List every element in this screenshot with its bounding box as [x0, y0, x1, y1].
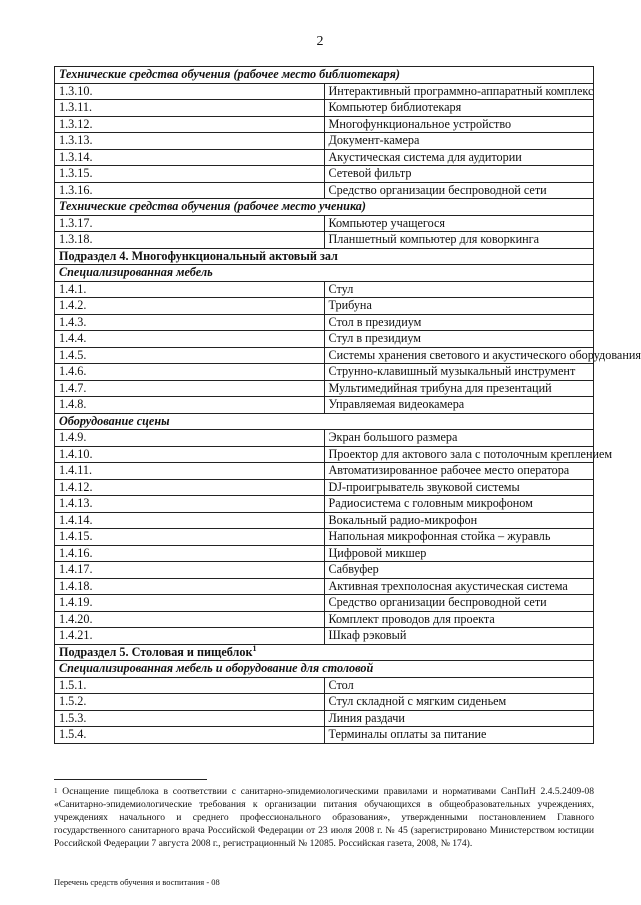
item-number: 1.4.20. [55, 611, 325, 628]
header-text: Подраздел 5. Столовая и пищеблок [59, 644, 253, 659]
table-row [55, 380, 594, 397]
item-name: Акустическая система для аудитории [324, 149, 594, 166]
table-row [55, 512, 594, 529]
item-name: Проектор для актового зала с потолочным креплением [324, 446, 594, 463]
item-number: 1.4.13. [55, 496, 325, 513]
item-number: 1.4.6. [55, 364, 325, 381]
item-name: Автоматизированное рабочее место оператора [324, 463, 594, 480]
item-name: Стол [324, 677, 594, 694]
table-row [55, 149, 594, 166]
item-name: Интерактивный программно-аппаратный комплекс [324, 83, 594, 100]
footnote [54, 785, 594, 850]
table-row [55, 430, 594, 447]
footnote-reference: 1 [252, 643, 257, 653]
item-number: 1.4.2. [55, 298, 325, 315]
item-number: 1.3.12. [55, 116, 325, 133]
item-name: Шкаф рэковый [324, 628, 594, 645]
item-name: Стул в президиум [324, 331, 594, 348]
item-name: Линия раздачи [324, 710, 594, 727]
table-row [55, 479, 594, 496]
section-title [55, 661, 594, 678]
item-number: 1.4.10. [55, 446, 325, 463]
item-name: Вокальный радио-микрофон [324, 512, 594, 529]
table-row [55, 397, 594, 414]
table-row [55, 232, 594, 249]
table-row [55, 578, 594, 595]
header-text: Технические средства обучения (рабочее место библиотекаря) [59, 67, 400, 82]
table-row [55, 133, 594, 150]
footnote-text: Оснащение пищеблока в соответствии с санитарно-эпидемиологическими правилами и нормативами СанПиН 2.4.5.2409-08 «Санитарно-эпидемиологические требования к организации питания обучающихся в общеобразовательных учреждениях, учреждениях начального и среднего профессионального образования», утвержденными постановлением Главного государственного санитарного врача Российской Федерации от 23 июля 2008 г. № 45 (зарегистрировано Министерством юстиции Российской Федерации 7 августа 2008 г., регистрационный № 12085. Российская газета, 2008, № 174). [54, 786, 595, 849]
table-row [55, 727, 594, 744]
item-name: Системы хранения светового и акустического оборудования [324, 347, 594, 364]
table-row [55, 215, 594, 232]
item-name: DJ-проигрыватель звуковой системы [324, 479, 594, 496]
item-number: 1.4.12. [55, 479, 325, 496]
item-number: 1.4.5. [55, 347, 325, 364]
item-name: Компьютер учащегося [324, 215, 594, 232]
table-row [55, 611, 594, 628]
section-header-row [55, 265, 594, 282]
item-number: 1.4.17. [55, 562, 325, 579]
item-number: 1.3.13. [55, 133, 325, 150]
table-row [55, 628, 594, 645]
table-row [55, 100, 594, 117]
page-footer: Перечень средств обучения и воспитания - 08 [54, 877, 220, 887]
table-row [55, 331, 594, 348]
section-title [55, 67, 594, 84]
section-title [55, 413, 594, 430]
item-name: Струнно-клавишный музыкальный инструмент [324, 364, 594, 381]
section-header-row [55, 199, 594, 216]
table-row [55, 677, 594, 694]
table-row [55, 83, 594, 100]
item-number: 1.3.16. [55, 182, 325, 199]
section-header-row [55, 413, 594, 430]
item-number: 1.4.3. [55, 314, 325, 331]
item-number: 1.3.18. [55, 232, 325, 249]
item-number: 1.4.21. [55, 628, 325, 645]
item-name: Сетевой фильтр [324, 166, 594, 183]
table-row [55, 314, 594, 331]
item-number: 1.5.3. [55, 710, 325, 727]
item-number: 1.5.1. [55, 677, 325, 694]
item-number: 1.4.7. [55, 380, 325, 397]
subsection-header-row [55, 248, 594, 265]
table-row [55, 364, 594, 381]
item-name: Компьютер библиотекаря [324, 100, 594, 117]
table-row [55, 545, 594, 562]
item-name: Комплект проводов для проекта [324, 611, 594, 628]
item-number: 1.3.10. [55, 83, 325, 100]
footnote-mark: 1 [54, 787, 58, 795]
item-name: Управляемая видеокамера [324, 397, 594, 414]
item-name: Напольная микрофонная стойка – журавль [324, 529, 594, 546]
equipment-table [54, 66, 641, 744]
table-row [55, 562, 594, 579]
item-number: 1.3.14. [55, 149, 325, 166]
header-text: Оборудование сцены [59, 413, 170, 428]
table-row [55, 166, 594, 183]
table-row [55, 694, 594, 711]
table-row [55, 595, 594, 612]
item-name: Трибуна [324, 298, 594, 315]
item-name: Мультимедийная трибуна для презентаций [324, 380, 594, 397]
item-name: Средство организации беспроводной сети [324, 595, 594, 612]
item-number: 1.4.18. [55, 578, 325, 595]
table-row [55, 710, 594, 727]
table-row [55, 496, 594, 513]
equipment-table-body [55, 67, 641, 744]
table-row [55, 446, 594, 463]
item-name: Цифровой микшер [324, 545, 594, 562]
table-row [55, 182, 594, 199]
subsection-title [55, 248, 594, 265]
table-row [55, 298, 594, 315]
subsection-header-row [55, 644, 594, 661]
header-text: Специализированная мебель и оборудование для столовой [59, 661, 374, 676]
page-number: 2 [316, 34, 324, 49]
item-number: 1.4.4. [55, 331, 325, 348]
header-text: Технические средства обучения (рабочее место ученика) [59, 199, 366, 214]
item-number: 1.4.1. [55, 281, 325, 298]
footnote-divider [54, 779, 207, 780]
item-name: Средство организации беспроводной сети [324, 182, 594, 199]
item-number: 1.3.15. [55, 166, 325, 183]
item-number: 1.4.8. [55, 397, 325, 414]
item-number: 1.4.19. [55, 595, 325, 612]
table-row [55, 529, 594, 546]
item-number: 1.3.17. [55, 215, 325, 232]
item-name: Стул складной с мягким сиденьем [324, 694, 594, 711]
section-title [55, 265, 594, 282]
item-number: 1.4.9. [55, 430, 325, 447]
section-title [55, 199, 594, 216]
item-number: 1.4.11. [55, 463, 325, 480]
item-name: Экран большого размера [324, 430, 594, 447]
section-header-row [55, 661, 594, 678]
header-text: Специализированная мебель [59, 265, 213, 280]
header-text: Подраздел 4. Многофункциональный актовый зал [59, 248, 338, 263]
item-number: 1.4.14. [55, 512, 325, 529]
item-name: Стол в президиум [324, 314, 594, 331]
item-name: Документ-камера [324, 133, 594, 150]
item-name: Активная трехполосная акустическая система [324, 578, 594, 595]
item-number: 1.4.16. [55, 545, 325, 562]
item-number: 1.5.2. [55, 694, 325, 711]
item-name: Многофункциональное устройство [324, 116, 594, 133]
section-header-row [55, 67, 594, 84]
item-name: Стул [324, 281, 594, 298]
item-name: Радиосистема с головным микрофоном [324, 496, 594, 513]
item-name: Планшетный компьютер для коворкинга [324, 232, 594, 249]
table-row [55, 347, 594, 364]
table-row [55, 116, 594, 133]
table-row [55, 281, 594, 298]
item-number: 1.4.15. [55, 529, 325, 546]
item-name: Терминалы оплаты за питание [324, 727, 594, 744]
item-number: 1.3.11. [55, 100, 325, 117]
table-row [55, 463, 594, 480]
item-name: Сабвуфер [324, 562, 594, 579]
item-number: 1.5.4. [55, 727, 325, 744]
subsection-title [55, 644, 594, 661]
